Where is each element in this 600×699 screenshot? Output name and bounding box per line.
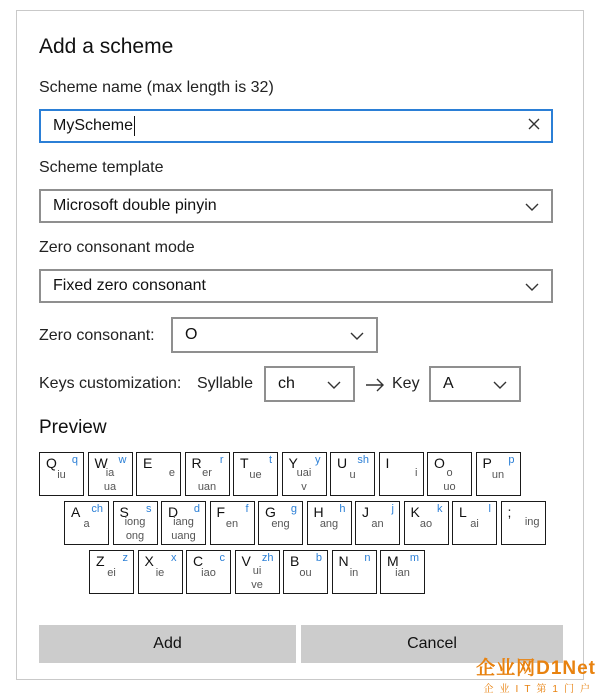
key-letter: A	[71, 504, 81, 520]
key-final: uang	[171, 530, 196, 542]
key-f	[210, 501, 255, 545]
scheme-template-select[interactable]	[39, 189, 553, 223]
key-initial: sh	[357, 454, 369, 466]
key-w	[88, 452, 133, 496]
key-final: i	[415, 467, 418, 479]
key-final: e	[168, 467, 175, 479]
zero-consonant-value: O	[185, 326, 198, 343]
key-letter: C	[193, 553, 204, 569]
key-initial: k	[437, 503, 443, 515]
key-v	[235, 550, 280, 594]
add-scheme-dialog	[16, 10, 584, 680]
key-final: v	[301, 481, 307, 493]
key-final: iao	[201, 567, 216, 579]
key-initial: b	[315, 552, 322, 564]
key-final: in	[349, 567, 359, 579]
key-final: ui	[252, 565, 262, 577]
key-p	[476, 452, 521, 496]
syllable-select[interactable]	[264, 366, 355, 402]
key-z	[89, 550, 134, 594]
key-final: ao	[419, 518, 433, 530]
scheme-template-value: Microsoft double pinyin	[53, 197, 217, 214]
key-letter: H	[313, 504, 324, 520]
key-letter: O	[434, 455, 445, 471]
key-letter: S	[119, 504, 129, 520]
key-letter: X	[144, 553, 154, 569]
key-b	[283, 550, 328, 594]
key-initial: f	[245, 503, 249, 515]
arrow-right-icon	[365, 378, 385, 392]
watermark-logo: 企业网D1Net	[476, 658, 596, 679]
dialog-title: Add a scheme	[39, 35, 174, 58]
key-letter: J	[362, 504, 369, 520]
key-letter: K	[410, 504, 420, 520]
key-letter: M	[387, 553, 399, 569]
key-c	[186, 550, 231, 594]
key-letter: ;	[507, 504, 512, 520]
key-y	[282, 452, 327, 496]
watermark-subtitle: 企业IT第1门户	[483, 684, 596, 695]
key-letter: Z	[96, 553, 105, 569]
key-d	[161, 501, 206, 545]
key-letter: L	[459, 504, 467, 520]
key-letter: G	[265, 504, 276, 520]
key-final: ei	[107, 567, 116, 579]
preview-title: Preview	[39, 417, 107, 438]
key-final: iang	[173, 516, 194, 528]
syllable-value: ch	[278, 375, 295, 392]
add-button[interactable]: Add	[39, 625, 296, 663]
key-final: un	[491, 469, 505, 481]
key-initial: j	[391, 503, 394, 515]
key-final: u	[349, 469, 356, 481]
key-letter: D	[168, 504, 179, 520]
key-initial: w	[118, 454, 127, 466]
zero-mode-value: Fixed zero consonant	[53, 277, 206, 294]
key-l	[452, 501, 497, 545]
key-final: ing	[524, 516, 540, 528]
key-initial: d	[193, 503, 200, 515]
key-final: eng	[271, 518, 290, 530]
key-final: ue	[249, 469, 262, 481]
key-u	[330, 452, 375, 496]
key-label: Key	[392, 375, 420, 392]
chevron-down-icon	[525, 283, 539, 291]
key-initial: g	[290, 503, 297, 515]
key-final: o	[446, 467, 453, 479]
key-letter: Q	[46, 455, 57, 471]
key-initial: y	[315, 454, 321, 466]
key-initial: zh	[261, 552, 274, 564]
cancel-button[interactable]: Cancel	[301, 625, 563, 663]
key-letter: W	[94, 455, 108, 471]
key-initial: t	[268, 454, 272, 466]
clear-icon[interactable]	[527, 117, 541, 131]
zero-consonant-select[interactable]	[171, 317, 378, 353]
key-x	[138, 550, 183, 594]
zero-consonant-label: Zero consonant:	[39, 327, 155, 344]
scheme-name-value: MyScheme	[53, 117, 134, 135]
key-initial: l	[488, 503, 491, 515]
key-a	[64, 501, 109, 545]
zero-mode-select[interactable]	[39, 269, 553, 303]
key-initial: c	[219, 552, 225, 564]
key-final: iu	[57, 469, 66, 481]
key-letter: V	[241, 553, 251, 569]
key-final: er	[202, 467, 212, 479]
key-final: an	[371, 518, 384, 530]
scheme-template-label: Scheme template	[39, 159, 164, 176]
key-letter: B	[290, 553, 300, 569]
key-n	[332, 550, 377, 594]
chevron-down-icon	[327, 381, 341, 389]
key-initial: r	[219, 454, 224, 466]
key-initial: x	[171, 552, 177, 564]
key-initial: h	[339, 503, 346, 515]
key-initial: p	[508, 454, 515, 466]
key-final: en	[225, 518, 239, 530]
key-initial: m	[409, 552, 419, 564]
key-final: ong	[125, 530, 145, 542]
zero-mode-label: Zero consonant mode	[39, 239, 195, 256]
key-h	[307, 501, 352, 545]
chevron-down-icon	[493, 381, 507, 389]
key-m	[380, 550, 425, 594]
key-t	[233, 452, 278, 496]
key-j	[355, 501, 400, 545]
key-value: A	[443, 375, 454, 392]
key-final: iong	[124, 516, 146, 528]
chevron-down-icon	[525, 203, 539, 211]
key-semicolon	[501, 501, 546, 545]
key-initial: ch	[91, 503, 103, 515]
key-e	[136, 452, 181, 496]
key-initial: q	[71, 454, 78, 466]
key-final: uai	[296, 467, 312, 479]
key-s	[113, 501, 158, 545]
key-final: ua	[103, 481, 117, 493]
key-q	[39, 452, 84, 496]
key-letter: E	[143, 455, 153, 471]
key-final: ve	[251, 579, 263, 591]
text-caret	[134, 116, 135, 136]
syllable-label: Syllable	[197, 375, 254, 392]
key-final: a	[83, 518, 90, 530]
key-final: ai	[470, 518, 479, 530]
key-final: ang	[319, 518, 339, 530]
watermark	[476, 653, 596, 695]
key-initial: s	[146, 503, 152, 515]
key-g	[258, 501, 303, 545]
key-final: uan	[197, 481, 217, 493]
key-letter: T	[240, 455, 249, 471]
key-final: ou	[299, 567, 312, 579]
key-o	[427, 452, 472, 496]
key-final: uo	[443, 481, 456, 493]
key-letter: U	[337, 455, 348, 471]
key-initial: z	[122, 552, 128, 564]
key-final: ian	[395, 567, 410, 579]
key-letter: N	[338, 553, 349, 569]
chevron-down-icon	[350, 332, 364, 340]
key-final: ie	[155, 567, 165, 579]
key-initial: n	[364, 552, 371, 564]
keys-customization-label: Keys customization:	[39, 375, 182, 392]
key-letter: I	[385, 455, 390, 471]
key-i	[379, 452, 424, 496]
key-letter: P	[482, 455, 492, 471]
key-final: ia	[105, 467, 115, 479]
scheme-name-input[interactable]	[39, 109, 553, 143]
key-letter: F	[216, 504, 226, 520]
key-k	[404, 501, 449, 545]
key-letter: R	[191, 455, 202, 471]
scheme-name-label: Scheme name (max length is 32)	[39, 79, 274, 96]
key-r	[185, 452, 230, 496]
key-letter: Y	[288, 455, 298, 471]
key-select[interactable]	[429, 366, 521, 402]
